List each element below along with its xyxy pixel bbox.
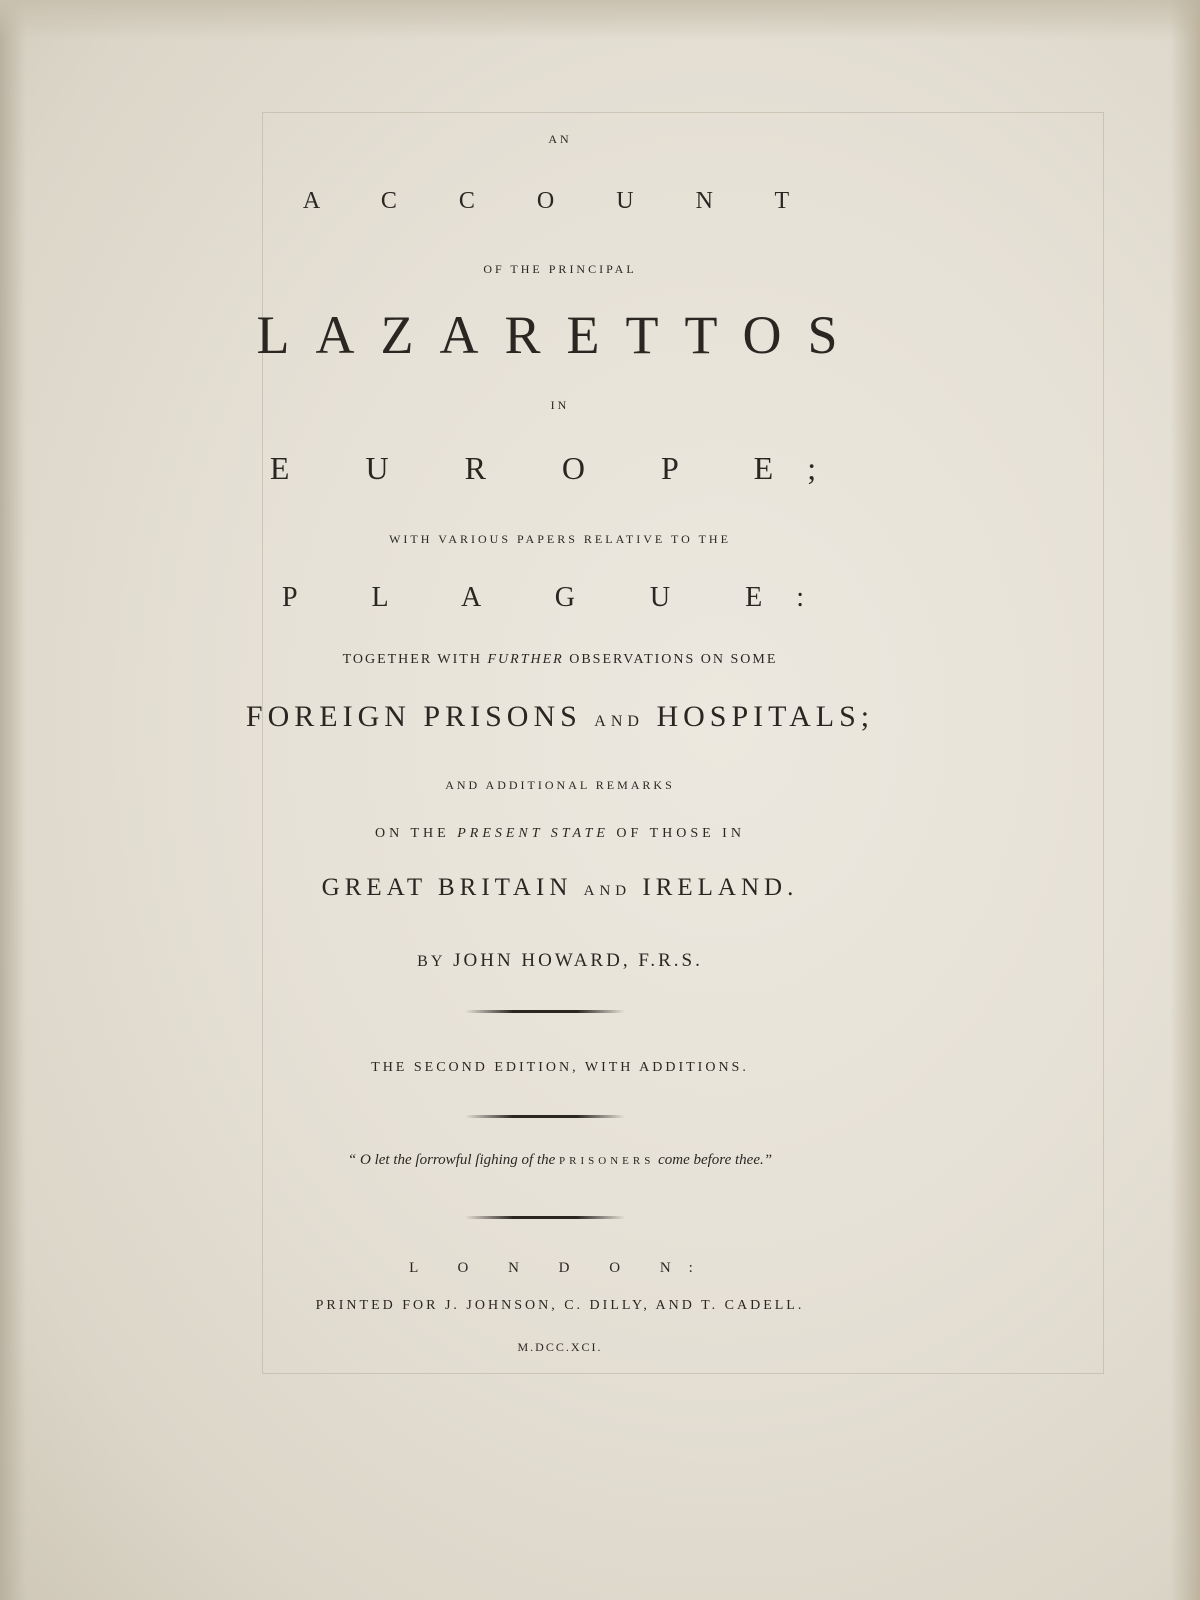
together-post: OBSERVATIONS ON SOME <box>569 652 778 667</box>
rule-1 <box>465 1010 625 1013</box>
title-of-the-principal: OF THE PRINCIPAL <box>483 262 637 276</box>
foreign-prisons: FOREIGN PRISONS <box>245 700 582 733</box>
title-date: M.DCC.XCI. <box>517 1340 603 1354</box>
spine-shadow <box>0 0 26 1600</box>
title-author <box>0 950 1160 972</box>
of-those-in: OF THOSE IN <box>616 826 745 841</box>
author-name: JOHN HOWARD, F.R.S. <box>453 950 703 971</box>
rule-3 <box>465 1216 625 1219</box>
on-the: ON THE <box>375 826 450 841</box>
title-with-various: WITH VARIOUS PAPERS RELATIVE TO THE <box>389 532 731 546</box>
title-plague: P L A G U E: <box>281 582 839 613</box>
epigraph-a: “ O let the ſorrowful ſighing of the <box>347 1152 556 1168</box>
together-pre: TOGETHER WITH <box>342 652 482 667</box>
present-state: PRESENT STATE <box>457 826 609 841</box>
title-great-britain <box>0 874 1160 902</box>
title-account: A C C O U N T <box>302 188 818 214</box>
plate-mark <box>262 112 1104 1374</box>
by: BY <box>417 953 446 970</box>
epigraph-c: come before thee.” <box>658 1152 773 1168</box>
title-epigraph <box>0 1152 1160 1169</box>
page-edge <box>1170 0 1200 1600</box>
title-edition: THE SECOND EDITION, WITH ADDITIONS. <box>371 1060 749 1075</box>
top-shadow <box>0 0 1200 40</box>
title-foreign-prisons <box>0 700 1160 734</box>
gb-and: AND <box>583 883 632 899</box>
foreign-and: AND <box>594 713 644 730</box>
title-together <box>0 652 1160 668</box>
epigraph-prisoners: PRISONERS <box>559 1155 655 1167</box>
title-europe: E U R O P E; <box>269 450 851 486</box>
rule-2 <box>465 1115 625 1118</box>
title-london: L O N D O N: <box>409 1260 711 1276</box>
title-printed-for: PRINTED FOR J. JOHNSON, C. DILLY, AND T. CADELL. <box>315 1298 805 1313</box>
title-in: IN <box>550 398 570 412</box>
foreign-hospitals: HOSPITALS; <box>656 700 875 733</box>
title-an: AN <box>548 132 572 146</box>
title-additional-remarks: AND ADDITIONAL REMARKS <box>445 778 675 792</box>
great-britain: GREAT BRITAIN <box>321 874 573 901</box>
ireland: IRELAND. <box>642 874 799 901</box>
title-present-state <box>0 826 1160 842</box>
together-further: FURTHER <box>487 652 564 667</box>
title-lazarettos: LAZARETTOS <box>256 305 864 365</box>
